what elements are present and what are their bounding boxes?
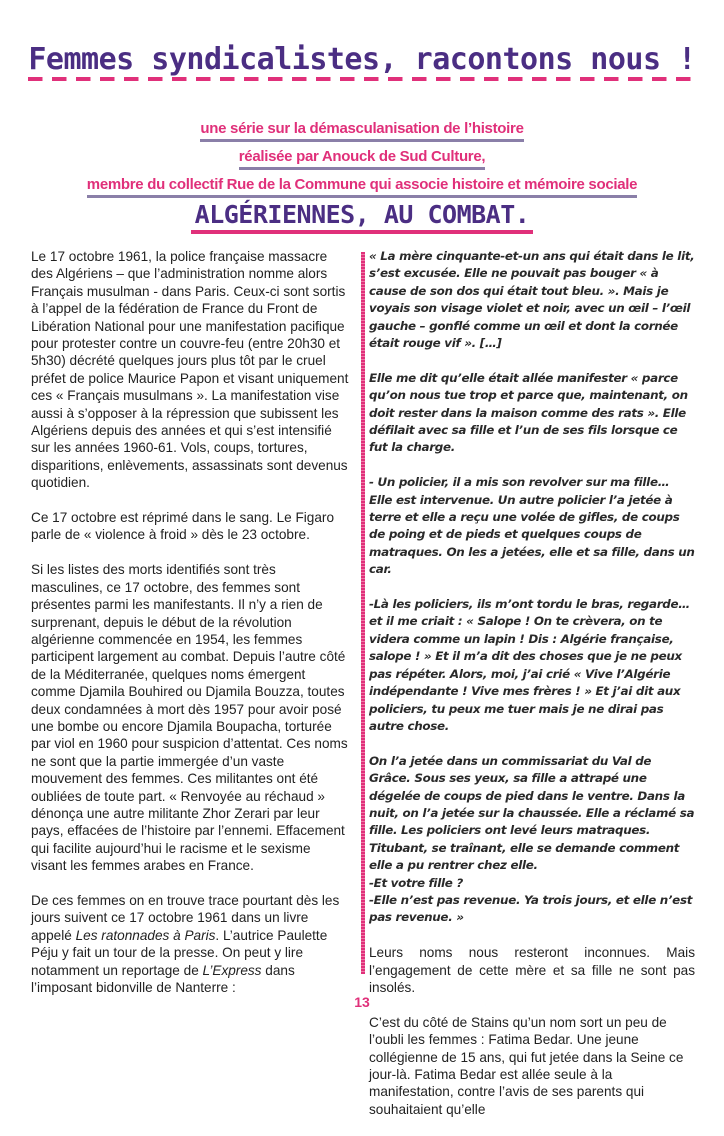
quote-paragraph: « La mère cinquante-et-un ans qui était dans le lit, s’est excusée. Elle ne pouvait pas bouger « à cause de son dos qui était tout bleu. ». Mais je voyais son visage violet et noir, avec un œil – l’œil gauche – gonflé comme un œil et dont la cornée était rouge vif ». […] [369,249,695,351]
quote-paragraph: -Là les policiers, ils m’ont tordu le bras, regarde… et il me criait : « Salope ! On te crèvera, on te videra comme un lapin ! Dis : Algérie française, salope ! » Et il m’a dit des choses que je ne peux pas répéter. Alors, moi, j’ai crié « Vive l’Algérie indépendante ! Vive mes frères ! » Et j’ai dit aux policiers, tu peux me tuer mais je ne dirai pas autre chose. [369,597,690,733]
article-title [0,200,724,234]
quote-line: -Et votre fille ? [369,875,463,890]
left-column [31,248,349,1014]
paragraph: Le 17 octobre 1961, la police française massacre des Algériens – que l’administration nomme alors Français musulman - dans Paris. Ceux-ci sont sortis à l’appel de la fédération de France du Front de Libération National pour une manifestation pacifique pour protester contre un couvre-feu (entre 20h30 et 5h30) décrété quelques jours plus tôt par le cruel préfet de police Maurice Papon et visant uniquement ces « Français musulmans ». La manifestation vise aussi à s’opposer à la répression que subissent les Algériens depuis des années et qui s’est intensifié sur les années 1960-61. Vols, coups, tortures, disparitions, enlèvements, assassinats sont devenus quotidien. [31,249,349,491]
quote-paragraph: Elle me dit qu’elle était allée manifester « parce qu’on nous tue trop et parce que, maintenant, on doit rester dans la maison comme des rats ». Elle défilait avec sa fille et l’un de ses fils lorsque ce fut la charge. [369,370,688,455]
subtitle-text: une série sur la démasculanisation de l’histoire [200,120,523,142]
subtitle-text: réalisée par Anouck de Sud Culture, [239,148,486,170]
subtitle-line-2 [0,148,724,170]
text: dans l’imposant bidonville de Nanterre : [31,962,295,996]
quote-line: On l’a jetée dans un commissariat du Val de Grâce. Sous ses yeux, sa fille a attrapé une dégelée de coups de pied dans le ventre. Dans la nuit, on l’a jetée sur la chaussée. Elle a réclamé sa fille. Les policiers ont levé leurs matraques. Titubant, se traînant, elle se demande comment elle a pu rentrer chez elle. [369,753,695,873]
series-title-text: Femmes syndicalistes, racontons nous ! [28,42,695,81]
quote-bar-divider [361,252,365,974]
paragraph: Ce 17 octobre est réprimé dans le sang. Le Figaro parle de « violence à froid » dès le 23 octobre. [31,510,335,543]
paragraph: C’est du côté de Stains qu’un nom sort un peu de l’oubli les femmes : Fatima Bedar. Une jeune collégienne de 15 ans, qui fut jetée dans la Seine ce jour-là. Fatima Bedar est allée seule à la manifestation, contre l’avis de ses parents qui souhaitaient qu’elle [369,1014,684,1117]
paragraph: Leurs noms nous resteront inconnues. Mais l’engagement de cette mère et sa fille ne sont pas insolés. [369,945,695,995]
book-title: Les ratonnades à Paris [75,927,216,943]
quote-line: Elle est intervenue. Un autre policier l’a jetée à terre et elle a reçu une volée de gifles, de coups de poing et de pieds et quelques coups de matraques. On les a jetées, elle et sa fille, dans un car. [369,492,695,577]
quote-line: -Elle n’est pas revenue. Ya trois jours, et elle n’est pas revenue. » [369,892,693,925]
paragraph [31,892,349,996]
series-title [0,42,724,81]
page-number: 13 [354,994,370,1010]
quote-line: - Un policier, il a mis son revolver sur ma fille… [369,475,670,490]
text: . L’autrice Paulette Péju y fait un tour de la presse. On peut y lire notamment un reportage de [31,927,328,978]
magazine-title: L’Express [202,962,262,978]
subtitle-text: membre du collectif Rue de la Commune qui associe histoire et mémoire sociale [87,176,637,198]
text: De ces femmes on en trouve trace pourtant dès les jours suivent ce 17 octobre 1961 dans un livre appelé [31,892,340,943]
article-title-text: ALGÉRIENNES, AU COMBAT. [191,200,534,234]
quote-paragraph [369,474,695,578]
subtitle-line-1 [0,120,724,142]
paragraph: Si les listes des morts identifiés sont très masculines, ce 17 octobre, des femmes sont présentes parmi les manifestants. Il n’y a rien de surprenant, depuis le début de la révolution algérienne commencée en 1954, les femmes participent largement au combat. Depuis l’autre côté de la Méditerranée, quelques noms émergent comme Djamila Bouhired ou Djamila Bouzza, toutes deux condamnées à mort dès 1957 pour avoir posé une bombe ou encore Djamila Boupacha, torturée par viol en 1960 pour suspicion d’attentat. Ces noms ne sont que la partie immergée d’un vaste mouvement des femmes. Ces militantes ont été oubliées de toute part. « Renvoyée au réchaud » dénonça une autre militante Zhor Zerari par leur pays, effacées de l’histoire par l’ennemi. Effacement qui facilite aujourd’hui le racisme et le sexisme visant les femmes arabes en France. [31,562,348,874]
subtitle-line-3 [0,176,724,198]
quote-paragraph [369,753,695,927]
